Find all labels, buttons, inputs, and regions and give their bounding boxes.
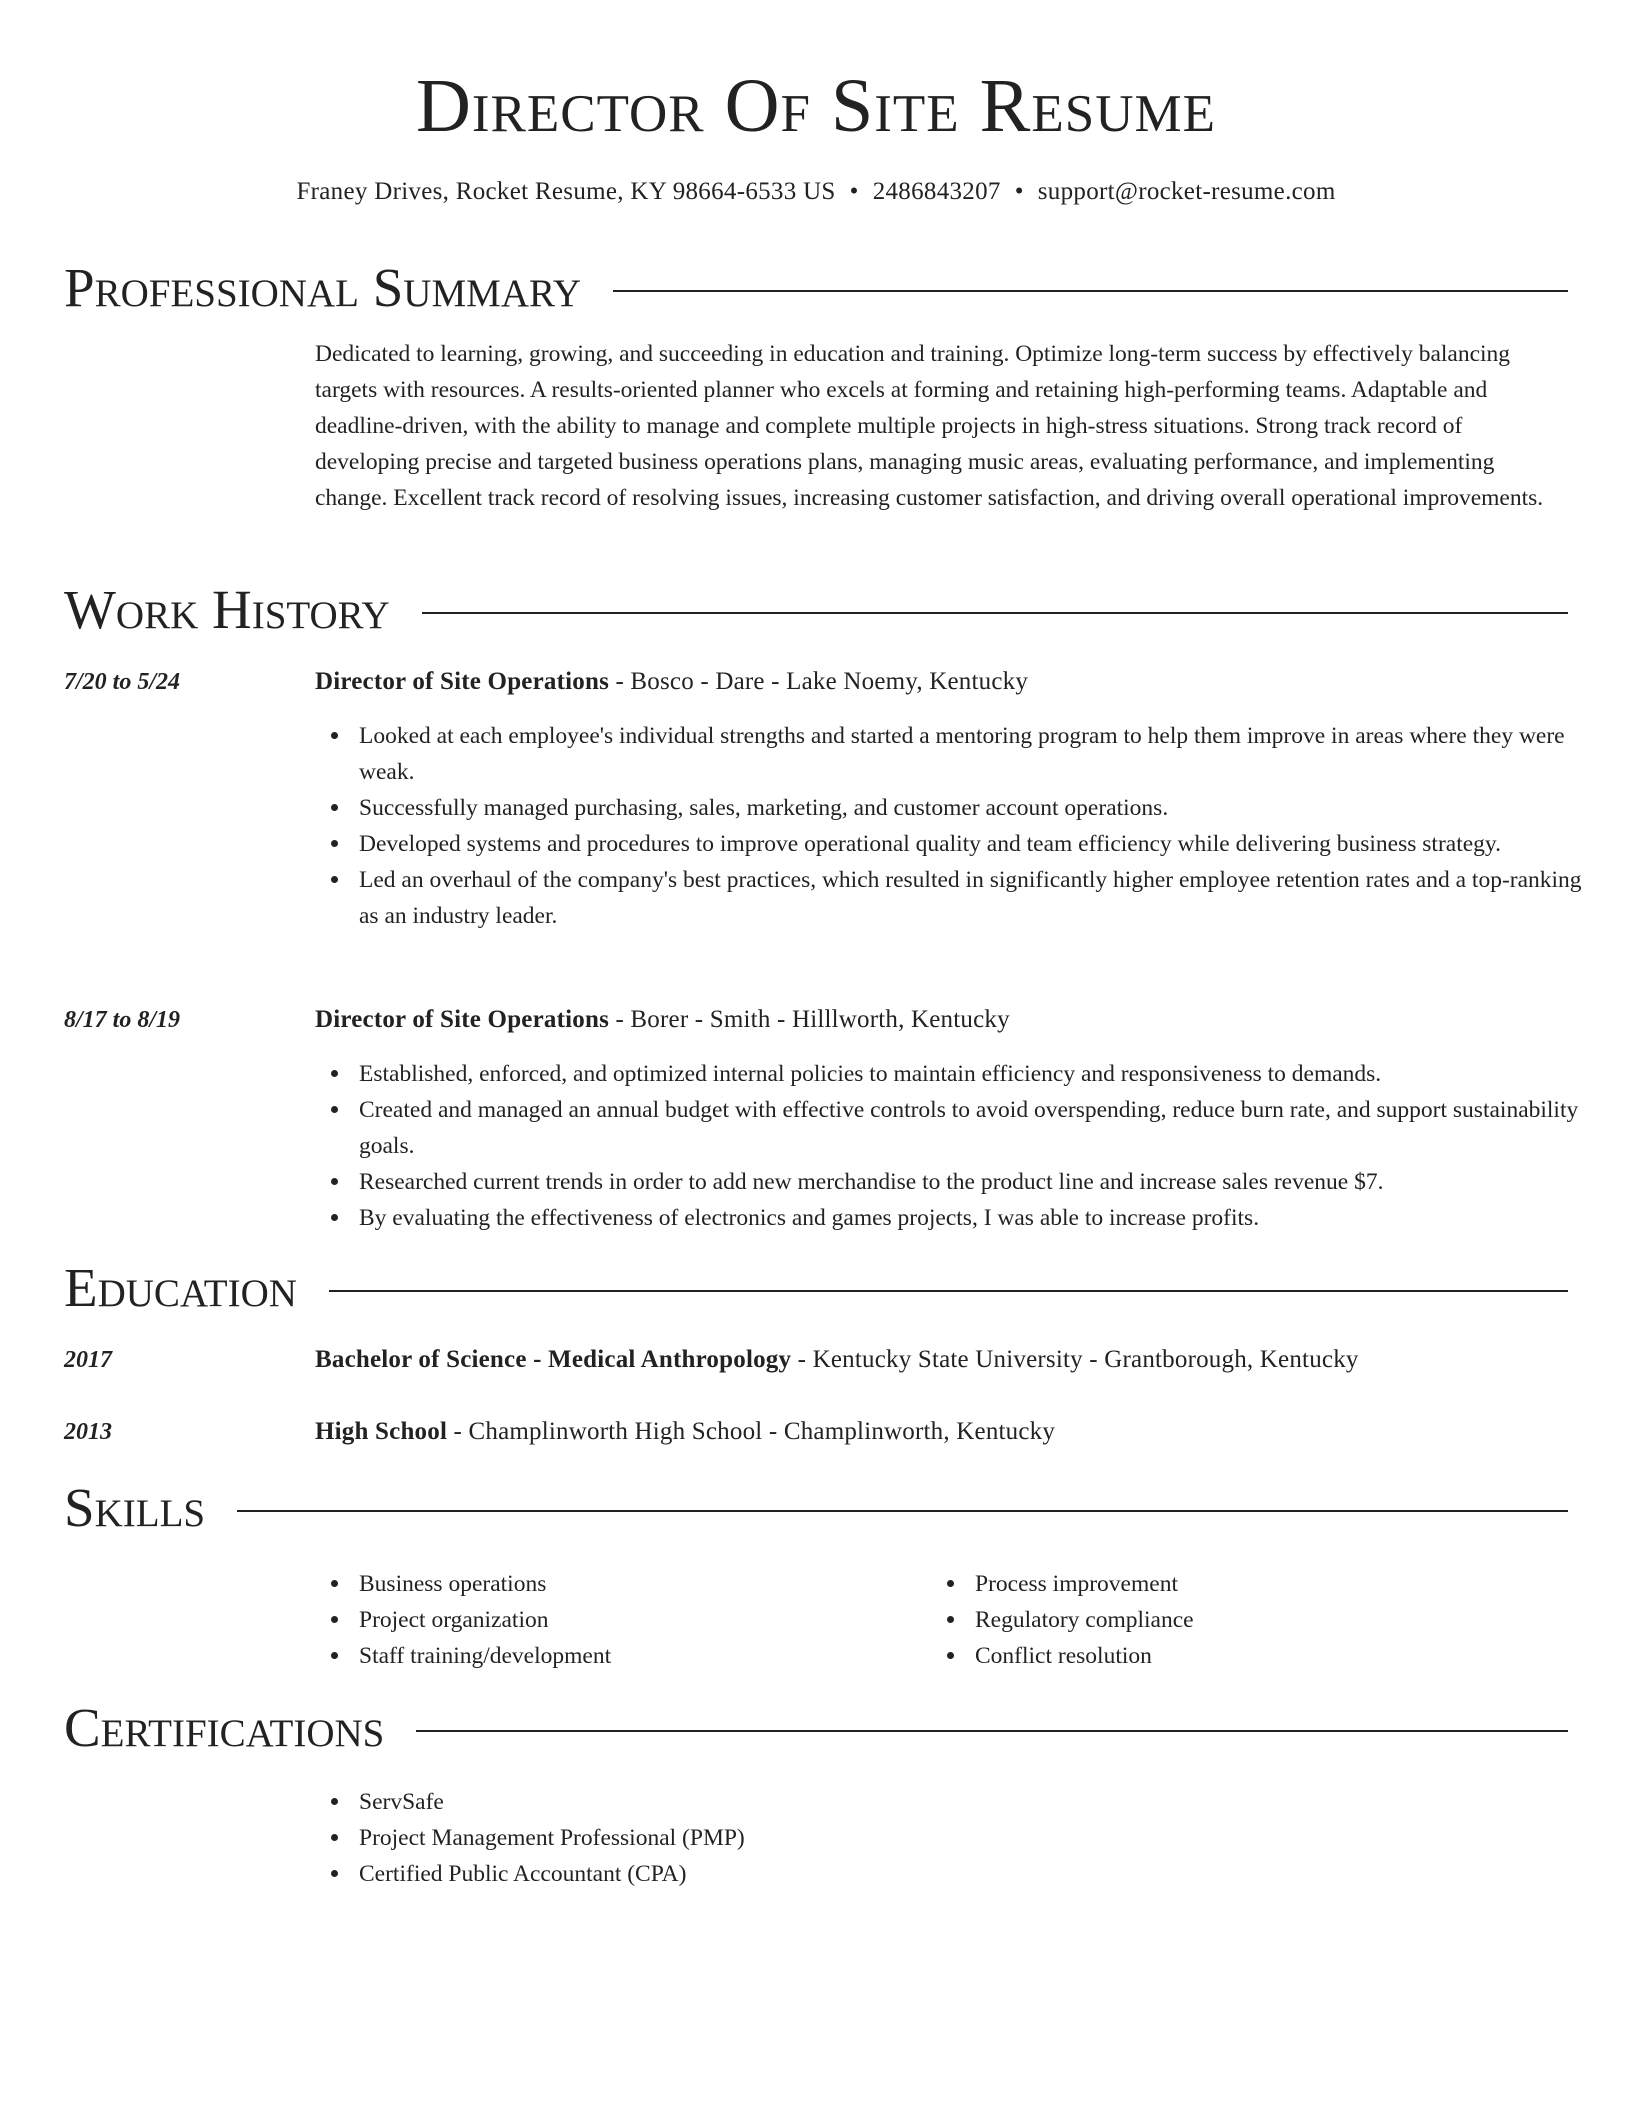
job-dates: 8/17 to 8/19 <box>64 1007 181 1033</box>
job-bullet: By evaluating the effectiveness of electronics and games projects, I was able to increase profits. <box>359 1200 1604 1236</box>
section-divider <box>329 1290 1568 1292</box>
skill-item: Staff training/development <box>359 1638 1604 1674</box>
job-bullet: Successfully managed purchasing, sales, marketing, and customer account operations. <box>359 790 1604 826</box>
job-title: Director of Site Operations <box>315 1006 609 1033</box>
job-bullets <box>315 1056 1604 1236</box>
section-header-education <box>64 1256 1568 1320</box>
job-details: - Borer - Smith - Hilllworth, Kentucky <box>609 1006 1010 1033</box>
section-title: Professional Summary <box>64 257 582 318</box>
certification-item: ServSafe <box>359 1784 1604 1820</box>
certification-item: Project Management Professional (PMP) <box>359 1820 1604 1856</box>
section-divider <box>237 1510 1568 1512</box>
job-dates: 7/20 to 5/24 <box>64 669 181 695</box>
job-heading <box>315 1002 1568 1038</box>
contact-address: Franey Drives, Rocket Resume, KY 98664-6533 US <box>296 178 836 205</box>
contact-phone: 2486843207 <box>872 178 1001 205</box>
job-bullet: Developed systems and procedures to improve operational quality and team efficiency while delivering business strategy. <box>359 826 1604 862</box>
job-heading <box>315 664 1568 700</box>
certifications-list <box>315 1784 1604 1892</box>
skill-item: Conflict resolution <box>975 1638 1632 1674</box>
education-details: - Kentucky State University - Grantborough, Kentucky <box>791 1346 1359 1373</box>
job-title: Director of Site Operations <box>315 668 609 695</box>
education-year: 2017 <box>64 1347 112 1373</box>
education-entry <box>315 1414 1568 1450</box>
section-header-skills <box>64 1476 1568 1540</box>
section-title: Certifications <box>64 1697 385 1758</box>
section-title: Skills <box>64 1477 206 1538</box>
skill-item: Project organization <box>359 1602 1604 1638</box>
education-degree: Bachelor of Science - Medical Anthropology <box>315 1346 792 1373</box>
certification-item: Certified Public Accountant (CPA) <box>359 1856 1604 1892</box>
summary-text: Dedicated to learning, growing, and succeeding in education and training. Optimize long-term success by effectively balancing targets with resources. A results-oriented planner who excels at forming and retaining high-performing teams. Adaptable and deadline-driven, with the ability to manage and complete multiple projects in high-stress situations. Strong track record of developing precise and targeted business operations plans, managing music areas, evaluating performance, and implementing change. Excellent track record of resolving issues, increasing customer satisfaction, and driving overall operational improvements. <box>315 341 1544 511</box>
skills-list-right <box>931 1566 1632 1674</box>
job-bullet: Researched current trends in order to add new merchandise to the product line and increase sales revenue $7. <box>359 1164 1604 1200</box>
skill-item: Regulatory compliance <box>975 1602 1632 1638</box>
job-bullet: Established, enforced, and optimized internal policies to maintain efficiency and responsiveness to demands. <box>359 1056 1604 1092</box>
education-entry <box>315 1342 1568 1378</box>
contact-email: support@rocket-resume.com <box>1037 178 1336 205</box>
section-header-certifications <box>64 1696 1568 1760</box>
contact-separator: • <box>849 178 859 205</box>
education-year: 2013 <box>64 1419 112 1445</box>
job-bullet: Looked at each employee's individual strengths and started a mentoring program to help them improve in areas where they were weak. <box>359 718 1604 790</box>
education-degree: High School <box>315 1418 448 1445</box>
section-title: Work History <box>64 579 390 640</box>
skill-item: Business operations <box>359 1566 1604 1602</box>
section-divider <box>613 290 1568 292</box>
section-header-summary <box>64 256 1568 320</box>
job-bullets <box>315 718 1604 934</box>
contact-line <box>64 174 1568 210</box>
section-divider <box>422 612 1568 614</box>
job-bullet: Led an overhaul of the company's best practices, which resulted in significantly higher employee retention rates and a top-ranking as an industry leader. <box>359 862 1604 934</box>
section-header-work-history <box>64 578 1568 642</box>
education-details: - Champlinworth High School - Champlinworth, Kentucky <box>447 1418 1056 1445</box>
section-divider <box>416 1730 1568 1732</box>
skill-item: Process improvement <box>975 1566 1632 1602</box>
contact-separator: • <box>1014 178 1024 205</box>
resume-title: Director Of Site Resume <box>416 64 1216 148</box>
job-details: - Bosco - Dare - Lake Noemy, Kentucky <box>609 668 1029 695</box>
section-title: Education <box>64 1257 297 1318</box>
job-bullet: Created and managed an annual budget with effective controls to avoid overspending, reduce burn rate, and support sustainability goals. <box>359 1092 1604 1164</box>
